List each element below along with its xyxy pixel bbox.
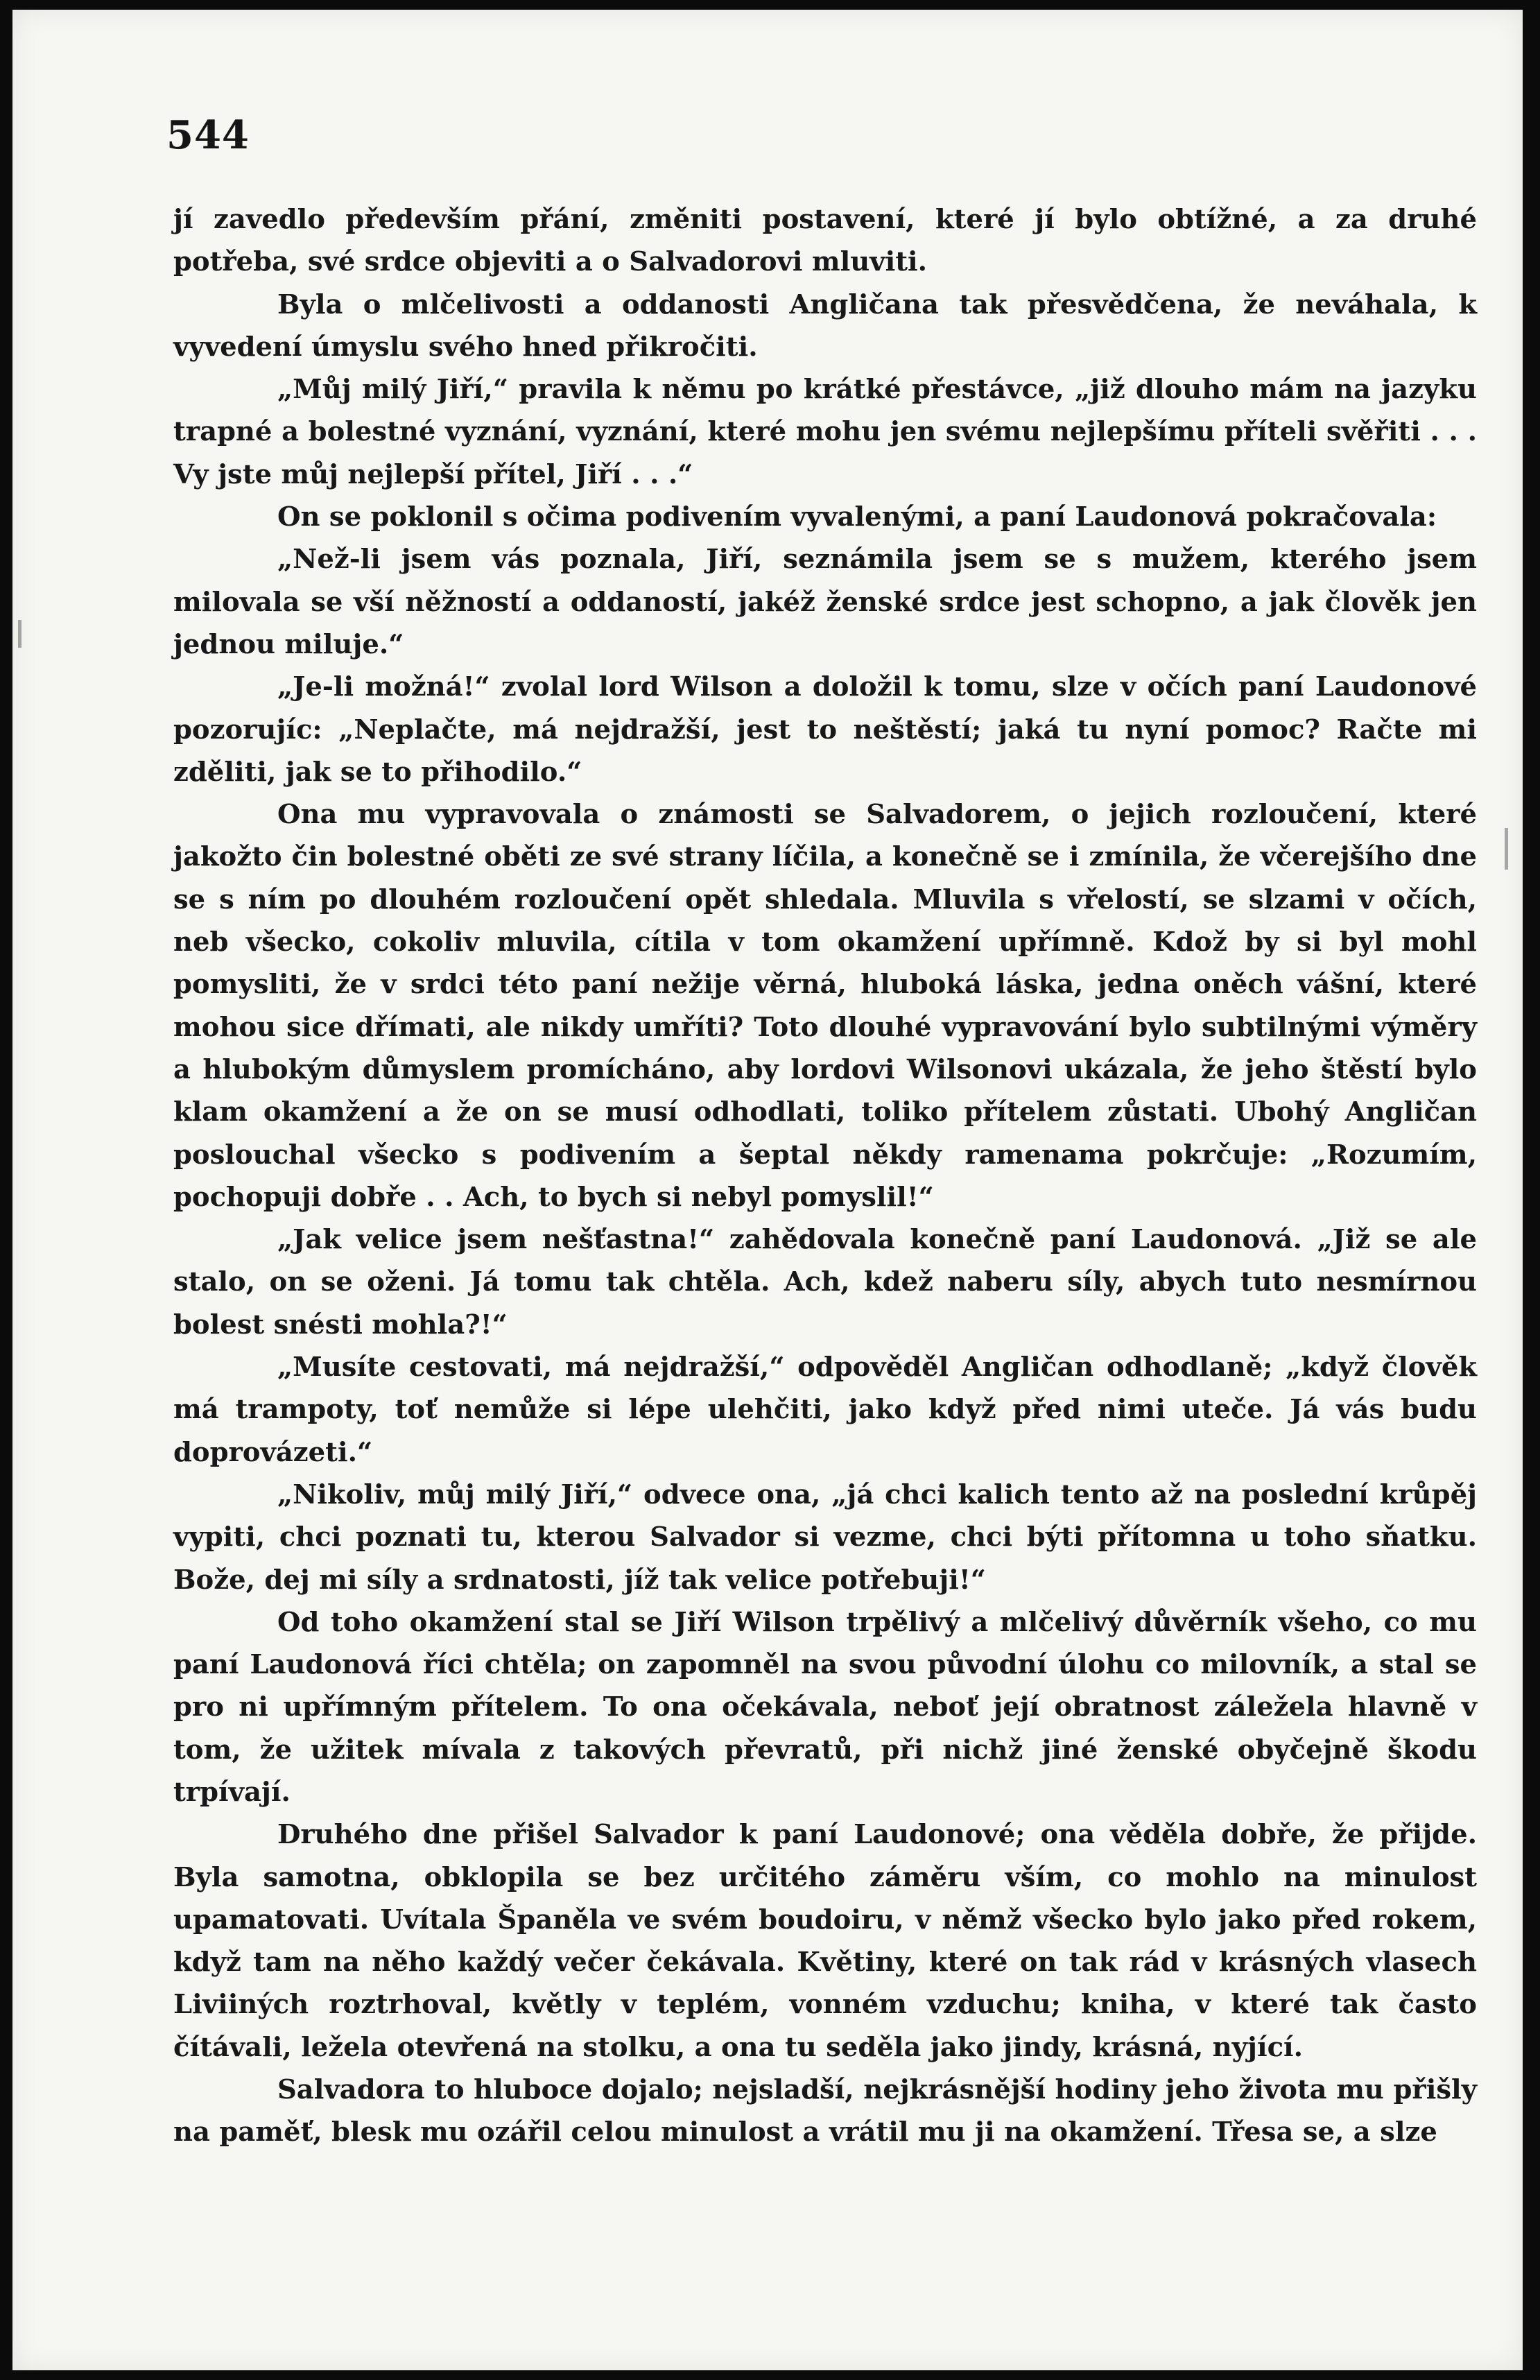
paragraph-6: „Je-li možná!“ zvolal lord Wilson a doložil k tomu, slze v očích paní Laudonové pozorujíc: „Neplačte, má nejdražší, jest to neštěstí; jaká tu nyní pomoc? Račte mi zděliti, jak se to přihodilo.“ [173,671,1477,788]
paragraph-1: jí zavedlo především přání, změniti postavení, které jí bylo obtížné, a za druhé potřeba, své srdce objeviti a o Salvadorovi mluviti. [173,204,1477,278]
paragraph-3: „Můj milý Jiří,“ pravila k němu po krátké přestávce, „již dlouho mám na jazyku trapné a bolestné vyznání, vyznání, které mohu jen svému nejlepšímu příteli svěřiti . . . Vy jste můj nejlepší přítel, Jiří . . .“ [173,374,1477,490]
paragraph-10: „Nikoliv, můj milý Jiří,“ odvece ona, „já chci kalich tento až na poslední krůpěj vypiti, chci poznati tu, kterou Salvador si vezme, chci býti přítomna u toho sňatku. Bože, dej mi síly a srdnatosti, jíž tak velice potřebuji!“ [173,1478,1477,1596]
book-page [12,10,1523,2370]
paragraph-8: „Jak velice jsem nešťastna!“ zahědovala konečně paní Laudonová. „Již se ale stalo, on se oženi. Já tomu tak chtěla. Ach, kdež naberu síly, abych tuto nesmírnou bolest snésti mohla?!“ [173,1224,1477,1340]
scan-mark [1505,828,1508,870]
page-number: 544 [166,112,250,158]
paragraph-11: Od toho okamžení stal se Jiří Wilson trpělivý a mlčelivý důvěrník všeho, co mu paní Laudonová říci chtěla; on zapomněl na svou původní úlohu co milovník, a stal se pro ni upřímným přítelem. To ona očekávala, neboť její obratnost záležela hlavně v tom, že užitek mívala z takových převratů, při nichž jiné ženské obyčejně škodu trpívají. [173,1606,1477,1808]
paragraph-7: Ona mu vypravovala o známosti se Salvadorem, o jejich rozloučení, které jakožto čin bolestné oběti ze své strany líčila, a konečně se i zmínila, že včerejšího dne se s ním po dlouhém rozloučení opět shledala. Mluvila s vřelostí, se slzami v očích, neb všecko, cokoliv mluvila, cítila v tom okamžení upřímně. Kdož by si byl mohl pomysliti, že v srdci této paní nežije věrná, hluboká láska, jedna oněch vášní, které mohou sice dřímati, ale nikdy umříti? Toto dlouhé vypravování bylo subtilnými výměry a hlubokým důmyslem promícháno, aby lordovi Wilsonovi ukázala, že jeho štěstí bylo klam okamžení a že on se musí odhodlati, toliko přítelem zůstati. Ubohý Angličan poslouchal všecko s podivením a šeptal někdy ramenama pokrčuje: „Rozumím, pochopuji dobře . . Ach, to bych si nebyl pomyslil!“ [173,799,1477,1213]
paragraph-9: „Musíte cestovati, má nejdražší,“ odpověděl Angličan odhodlaně; „když člověk má trampoty, toť nemůže si lépe ulehčiti, jako když před nimi uteče. Já vás budu doprovázeti.“ [173,1352,1477,1468]
paragraph-2: Byla o mlčelivosti a oddanosti Angličana tak přesvědčena, že neváhala, k vyvedení úmyslu svého hned přikročiti. [173,288,1477,363]
scan-mark [18,620,21,648]
paragraph-4: On se poklonil s očima podivením vyvalenými, a paní Laudonová pokračovala: [277,501,1437,533]
paragraph-13: Salvadora to hluboce dojalo; nejsladší, nejkrásnější hodiny jeho života mu přišly na paměť, blesk mu ozářil celou minulost a vrátil mu ji na okamžení. Třesa se, a slze [173,2074,1477,2148]
paragraph-5: „Než-li jsem vás poznala, Jiří, seznámila jsem se s mužem, kterého jsem milovala se vší něžností a oddaností, jakéž ženské srdce jest schopno, a jak člověk jen jednou miluje.“ [173,544,1477,660]
paragraph-12: Druhého dne přišel Salvador k paní Laudonové; ona věděla dobře, že přijde. Byla samotna, obklopila se bez určitého záměru vším, co mohlo na minulost upamatovati. Uvítala Španěla ve svém boudoiru, v němž všecko bylo jako před rokem, když tam na něho každý večer čekávala. Květiny, které on tak rád v krásných vlasech Liviiných roztrhoval, květly v teplém, vonném vzduchu; kniha, v které tak často čítávali, ležela otevřená na stolku, a ona tu seděla jako jindy, krásná, nyjící. [173,1819,1477,2063]
body-text [173,198,1477,2154]
